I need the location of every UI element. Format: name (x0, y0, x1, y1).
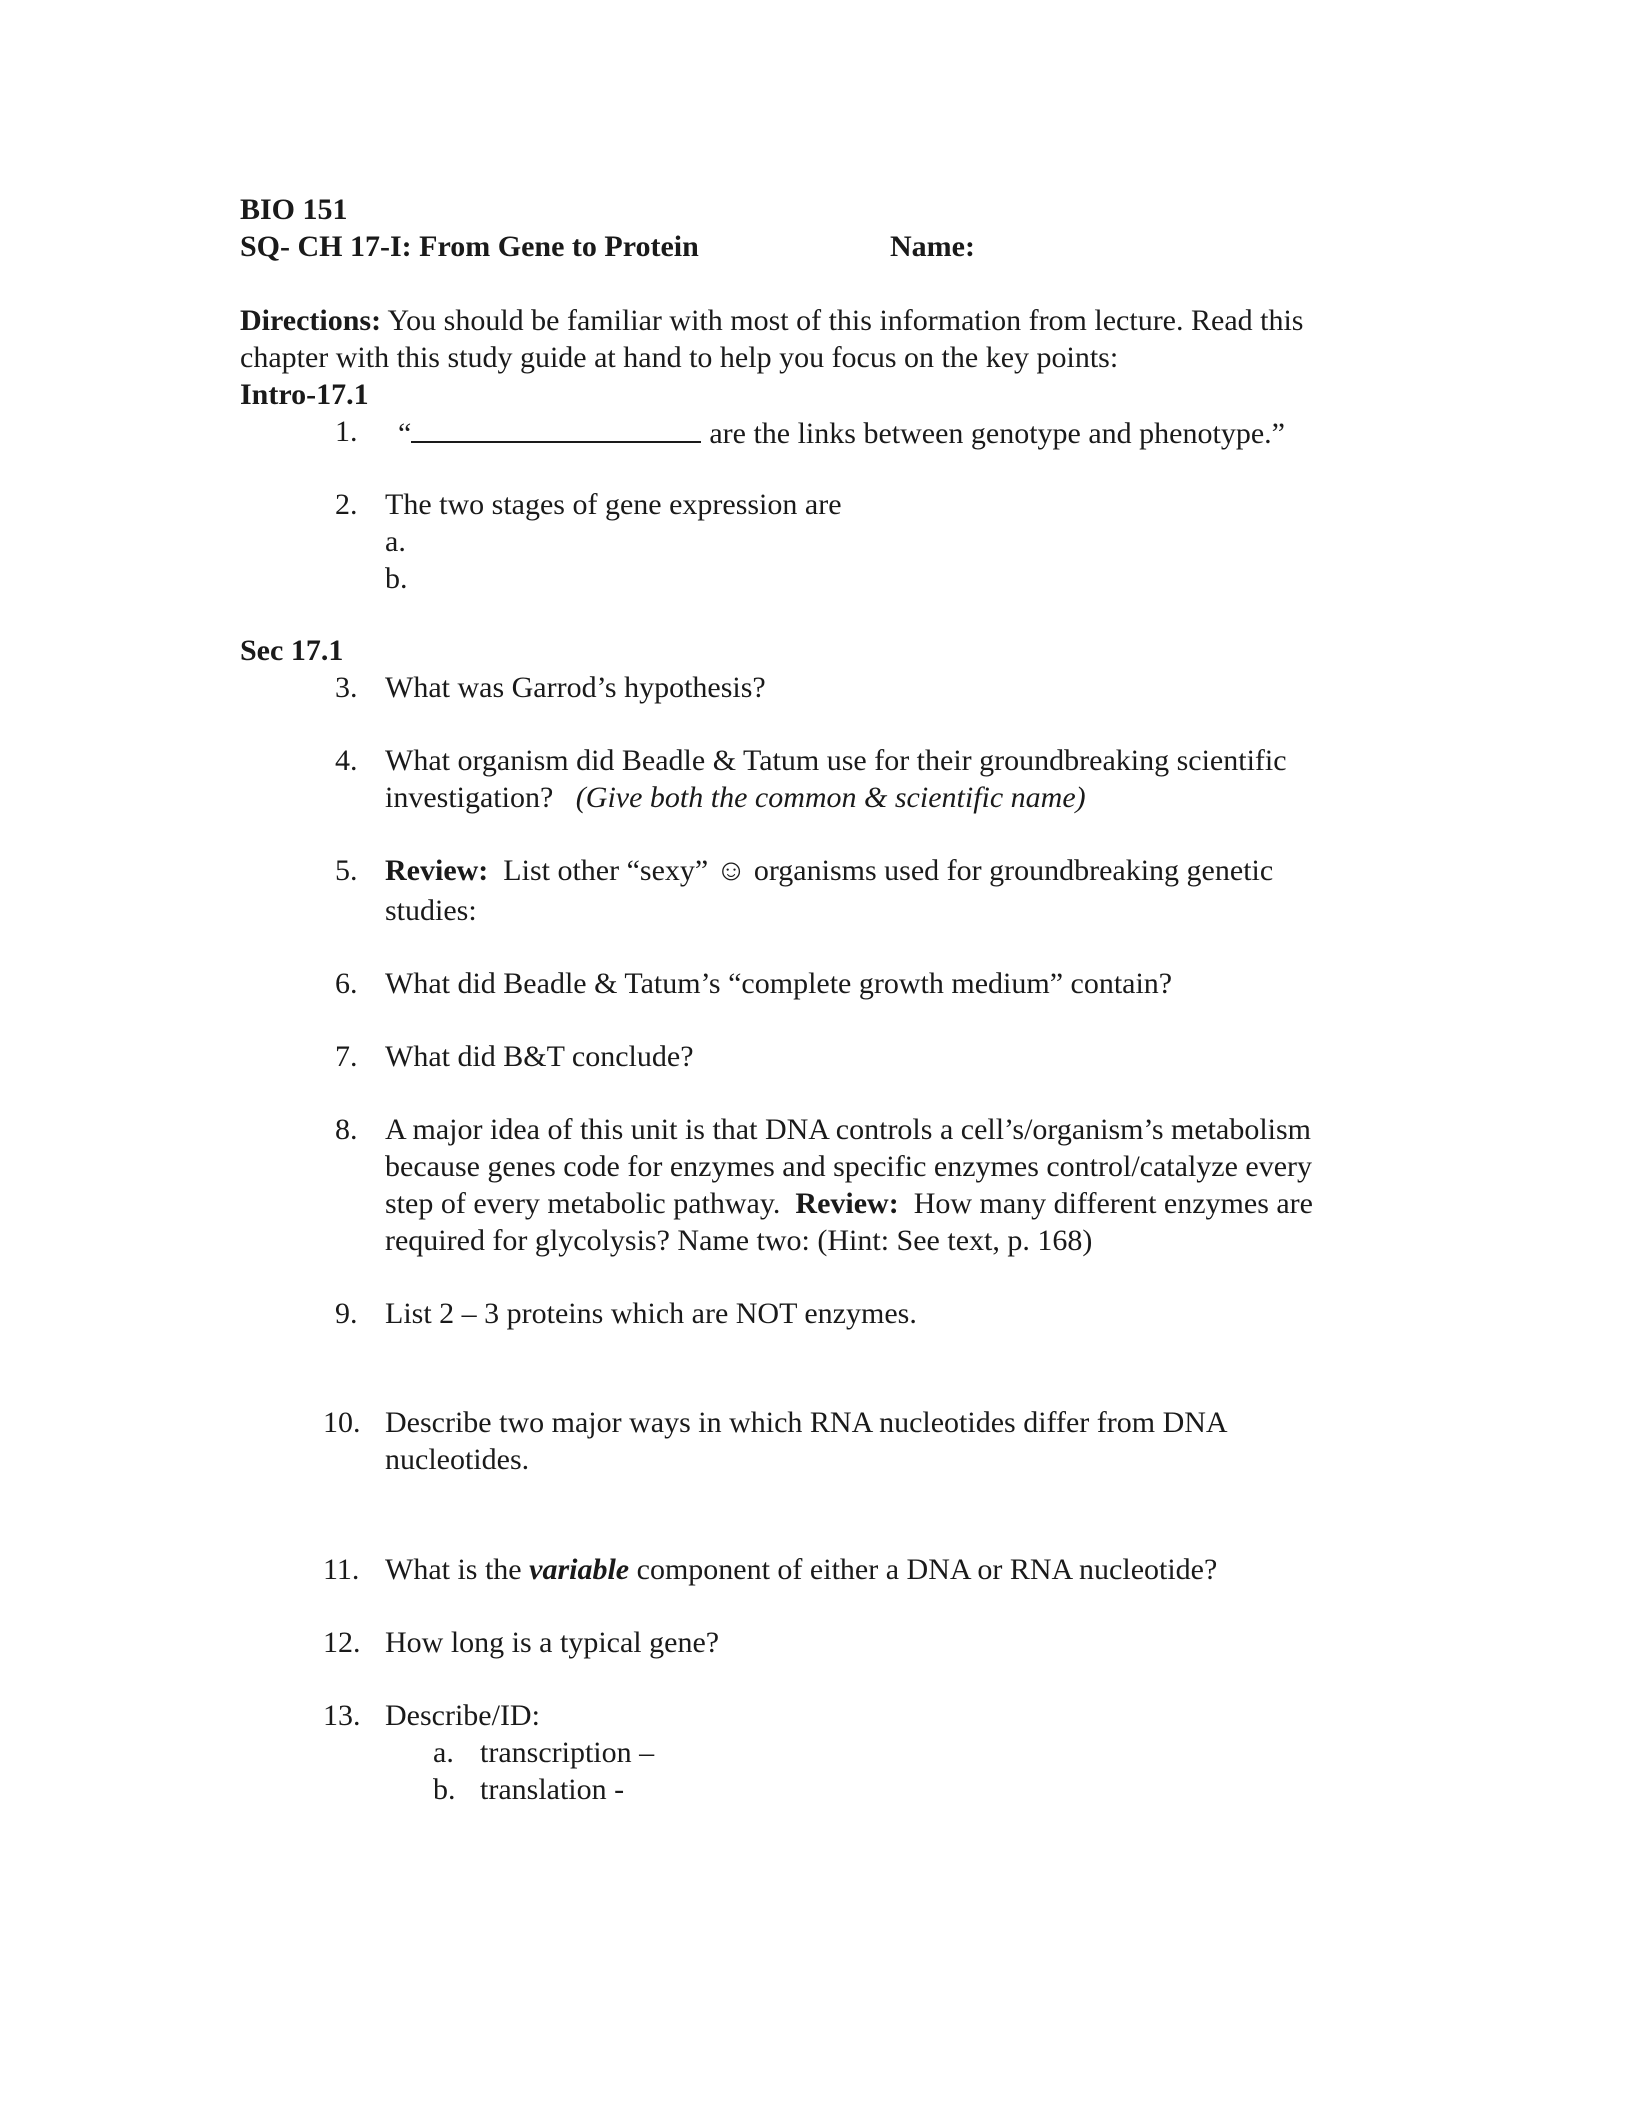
question-text-after-blank: are the links between genotype and phenotype.” (709, 417, 1285, 450)
question-number: 12. (323, 1626, 361, 1659)
question-text-plain-2: component of either a DNA or RNA nucleotide? (636, 1553, 1218, 1586)
question-text-plain: List other “sexy” ☺ organisms used for groundbreaking genetic (503, 854, 1274, 887)
question-number: 9. (335, 1297, 358, 1330)
question-number: 7. (335, 1040, 358, 1073)
question-text-line-2: because genes code for enzymes and specific enzymes control/catalyze every (385, 1150, 1313, 1183)
question-text-line-4: required for glycolysis? Name two: (Hint: See text, p. 168) (385, 1224, 1093, 1257)
question-text-line-2 (385, 779, 1385, 816)
option-label: a. (433, 1736, 454, 1769)
question-number: 4. (335, 744, 358, 777)
fill-in-blank[interactable] (411, 413, 701, 443)
question-emphasis: variable (529, 1553, 630, 1586)
course-title: BIO 151 (240, 193, 348, 226)
review-label: Review: (385, 854, 489, 887)
question-text-plain: investigation? (385, 781, 554, 814)
question-text: Describe/ID: (385, 1699, 540, 1732)
question-text: What did B&T conclude? (385, 1040, 694, 1073)
open-quote: “ (398, 417, 412, 450)
directions-line-2: chapter with this study guide at hand to help you focus on the key points: (240, 341, 1119, 374)
question-hint-italic: (Give both the common & scientific name) (575, 781, 1086, 814)
option-text: transcription – (480, 1736, 655, 1769)
question-text: How long is a typical gene? (385, 1626, 720, 1659)
question-text-line-3 (385, 1185, 1385, 1222)
question-text-line-1 (385, 852, 1385, 889)
question-text-plain: step of every metabolic pathway. (385, 1187, 781, 1220)
review-label: Review: (795, 1187, 899, 1220)
question-text (385, 1551, 1385, 1588)
option-label: b. (433, 1773, 456, 1806)
directions-label: Directions: (240, 304, 382, 337)
question-text-line-2: studies: (385, 894, 477, 927)
question-text (398, 413, 1398, 452)
question-number: 2. (335, 488, 358, 521)
question-text-plain: What is the (385, 1553, 522, 1586)
question-number: 5. (335, 854, 358, 887)
question-number: 8. (335, 1113, 358, 1146)
section-heading-intro: Intro-17.1 (240, 378, 369, 411)
question-text: The two stages of gene expression are (385, 488, 842, 521)
question-text: List 2 – 3 proteins which are NOT enzymes. (385, 1297, 917, 1330)
question-number: 13. (323, 1699, 361, 1732)
question-text-line-2: nucleotides. (385, 1443, 530, 1476)
question-number: 3. (335, 671, 358, 704)
name-label: Name: (890, 230, 975, 263)
question-number: 11. (323, 1553, 360, 1586)
question-2-option-a: a. (385, 525, 406, 558)
question-number: 10. (323, 1406, 361, 1439)
question-text-plain-2: How many different enzymes are (913, 1187, 1313, 1220)
directions-text-1: You should be familiar with most of this information from lecture. Read this (387, 304, 1304, 337)
question-text-line-1: A major idea of this unit is that DNA controls a cell’s/organism’s metabolism (385, 1113, 1312, 1146)
question-number: 6. (335, 967, 358, 1000)
question-text-line-1: Describe two major ways in which RNA nucleotides differ from DNA (385, 1406, 1228, 1439)
option-text: translation - (480, 1773, 625, 1806)
section-heading-17-1: Sec 17.1 (240, 634, 344, 667)
question-number: 1. (335, 415, 358, 448)
question-text: What was Garrod’s hypothesis? (385, 671, 766, 704)
question-2-option-b: b. (385, 562, 408, 595)
question-text: What did Beadle & Tatum’s “complete growth medium” contain? (385, 967, 1173, 1000)
directions-line-1 (240, 302, 1303, 339)
worksheet-title: SQ- CH 17-I: From Gene to Protein (240, 230, 699, 263)
question-text-line-1: What organism did Beadle & Tatum use for their groundbreaking scientific (385, 744, 1287, 777)
